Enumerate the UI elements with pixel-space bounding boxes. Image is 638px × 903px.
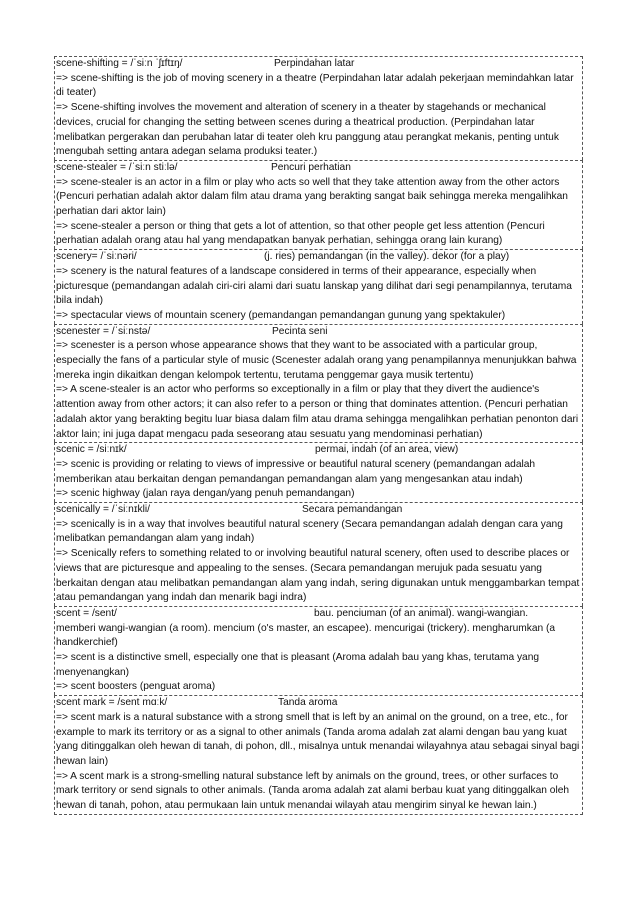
entry-definition: Pencuri perhatian [271,161,351,173]
entry-line: => Scene-shifting involves the movement and alteration of scenery in a theater by stagehands or mechanical devices, crucial for changing the setting between scenes during a theatrical production. (Perpindahan latar melibatkan pergerakan dan perubahan latar di teater oleh kru panggung atau perangkat mekanis, penting untuk mengubah setting antara adegan selama produksi teater.) [56,102,559,158]
entry-definition: Perpindahan latar [274,58,355,69]
entry-line: => scene-stealer a person or thing that gets a lot of attention, so that other people get less attention (Pencuri perhatian adalah orang atau hal yang mendapatkan banyak perhatian, sehingga orang lain kurang) [56,220,545,247]
entry-scenery [54,249,583,324]
entry-header [56,503,581,518]
entry-line: => Scenically refers to something related to or involving beautiful natural scenery, often used to describe places or views that are picturesque and appealing to the senses. (Secara pemandangan merujuk pada sesuatu yang berkaitan dengan atau melibatkan pemandangan alam yang indah, sering digunakan untuk menggambarkan tempat atau pemandangan yang indah dan menarik bagi indra) [56,548,580,604]
entry-line: => scent mark is a natural substance with a strong smell that is left by an animal on the ground, on a tree, etc., for example to mark its territory or as a signal to other animals (Tanda aroma adalah zat alami dengan bau yang kuat yang ditinggalkan oleh hewan di tanah, di pohon, dll., misalnya untuk menandai wilayahnya atau sebagai sinyal bagi hewan lain) [56,711,580,767]
entry-header [56,696,581,711]
entry-line: => A scent mark is a strong-smelling natural substance left by animals on the ground, trees, or other surfaces to mark territory or send signals to other animals. (Tanda aroma adalah zat alami berbau kuat yang ditinggalkan oleh hewan di tanah, pohon, atau permukaan lain untuk menandai wilayah atau mengirim sinyal ke hewan lain.) [56,770,570,812]
entry-scenically [54,502,583,606]
entry-term: scene-stealer = /ˈsiːn stiːlə/ [56,161,178,173]
entry-term: scenery= /ˈsiːnəri/ [56,251,137,263]
entry-scenester [54,324,583,443]
entry-header [56,607,581,622]
entry-definition: (j. ries) pemandangan (in the valley). dekor (for a play) [264,251,510,263]
entry-term: scent = /sent/ [56,607,117,619]
entry-header [56,57,581,72]
entry-definition: bau. penciuman (of an animal). wangi-wangian. [314,607,529,619]
entry-line: => spectacular views of mountain scenery (pemandangan pemandangan gunung yang spektakuler) [56,309,506,321]
entry-scenic [54,442,583,502]
entry-term: scenically = /ˈsiːnɪkli/ [56,504,150,516]
entry-header [56,250,581,265]
entry-line: => scenic is providing or relating to views of impressive or beautiful natural scenery (pemandangan adalah memberikan atau berkaitan dengan pemandangan pemandangan alam yang mengesankan atau indah) [56,458,536,485]
entry-scene-shifting [54,56,583,160]
entry-definition: permai, indah (of an area, view) [315,444,459,456]
entry-definition: Pecinta seni [272,325,328,337]
entry-line: => scenic highway (jalan raya dengan/yang penuh pemandangan) [56,488,355,500]
entry-line: => scene-stealer is an actor in a film or play who acts so well that they take attention away from the other actors (Pencuri perhatian adalah aktor dalam film atau drama yang berakting sangat baik sehingga mereka mengalihkan perhatian dari aktor lain) [56,176,568,217]
entry-term: scene-shifting = /ˈsiːn ˈʃɪftɪŋ/ [56,58,183,69]
entry-term: scenic = /siːnɪk/ [56,444,127,456]
entry-line: => scenically is in a way that involves beautiful natural scenery (Secara pemandangan adalah dengan cara yang melibatkan pemandangan alam yang indah) [56,518,563,545]
entry-scene-stealer [54,160,583,249]
entry-line: => scent is a distinctive smell, especially one that is pleasant (Aroma adalah bau yang khas, terutama yang menyenangkan) [56,652,540,678]
entry-header [56,443,581,458]
entry-definition: Secara pemandangan [302,504,403,516]
entry-line: => A scene-stealer is an actor who performs so exceptionally in a film or play that they divert the audience's attention away from other actors; it can also refer to a person or thing that dominates attention. (Pencuri perhatian adalah aktor yang berakting begitu luar biasa dalam film atau drama sehingga mengalihkan perhatian penonton dari aktor lain; ini juga dapat mengacu pada seseorang atau sesuatu yang mendominasi perhatian) [56,384,579,440]
entry-line: => scent boosters (penguat aroma) [56,681,216,693]
entry-line: => scenery is the natural features of a landscape considered in terms of their appearance, especially when picturesque (pemandangan adalah ciri-ciri alami dari suatu lanskap yang dilihat dari segi penampilannya, terutama bila indah) [56,265,572,307]
entry-scent [54,606,583,695]
entry-line: memberi wangi-wangian (a room). mencium (o's master, an escapee). mencurigai (trickery). mengharumkan (a handkerchief) [56,622,556,649]
dictionary-page [54,56,583,815]
entry-line: => scene-shifting is the job of moving scenery in a theatre (Perpindahan latar adalah pekerjaan memindahkan latar di teater) [56,72,574,99]
entry-header [56,161,581,176]
entry-scent-mark [54,695,583,815]
entry-term: scenester = /ˈsiːnstə/ [56,325,151,337]
entry-definition: Tanda aroma [278,697,338,709]
entry-term: scent mark = /sent mɑːk/ [56,697,168,709]
entry-line: => scenester is a person whose appearance shows that they want to be associated with a particular group, especially the fans of a particular style of music (Scenester adalah orang yang penampilannya menunjukkan bahwa mereka ingin dikaitkan dengan kelompok tertentu, terutama penggemar gaya musik tertentu) [56,340,577,381]
entry-header [56,325,581,340]
